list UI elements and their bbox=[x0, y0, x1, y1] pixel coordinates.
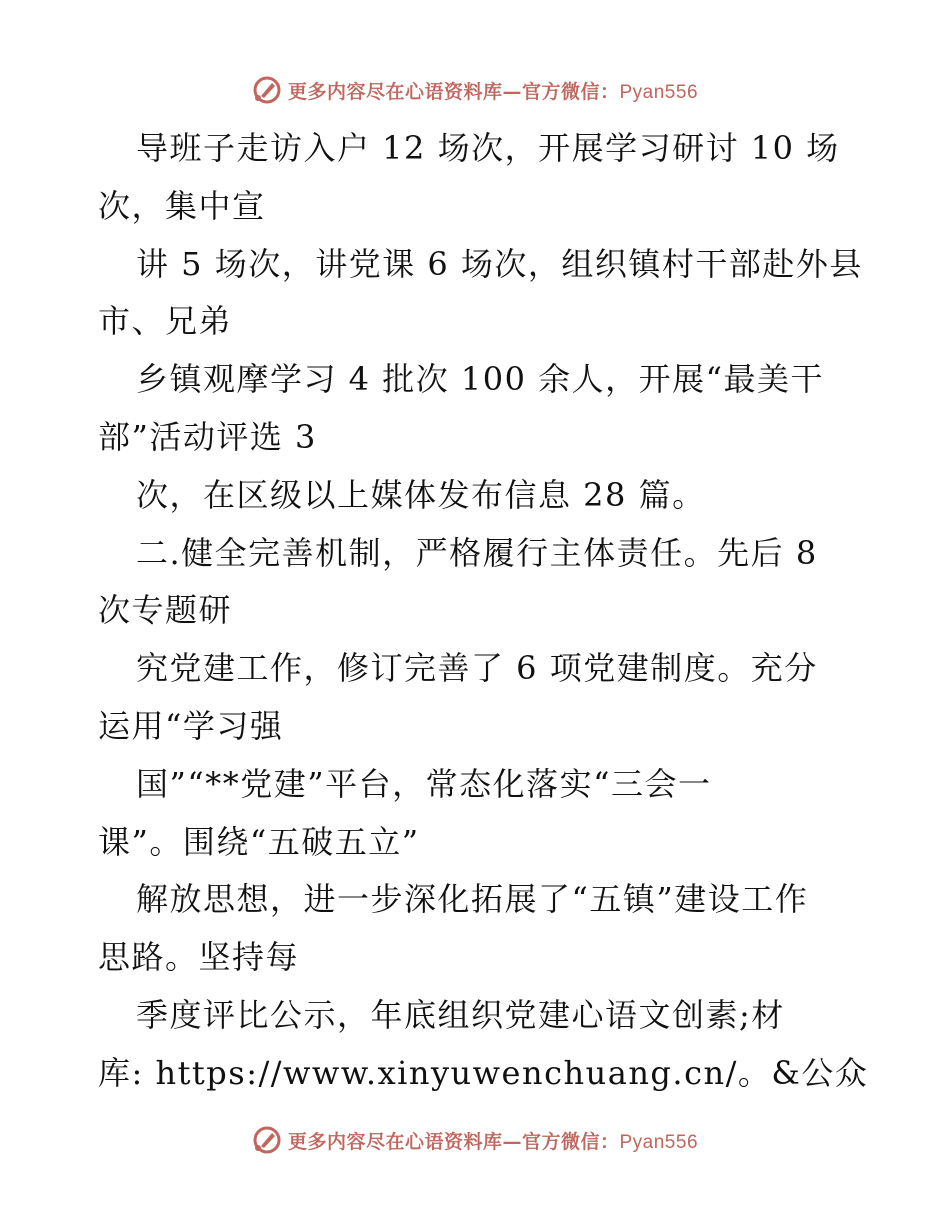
header-banner-text: 更多内容尽在心语资料库—官方微信：Pyan556 bbox=[287, 80, 699, 103]
text-line: 次，集中宣 bbox=[98, 186, 266, 225]
text-line: 次，在区级以上媒体发布信息 28 篇。 bbox=[136, 475, 706, 514]
pen-nib-circle-icon bbox=[252, 1125, 282, 1155]
text-line: 二.健全完善机制，严格履行主体责任。先后 8 bbox=[136, 533, 818, 572]
footer-banner-text: 更多内容尽在心语资料库—官方微信：Pyan556 bbox=[287, 1130, 699, 1153]
pen-nib-circle-icon bbox=[252, 75, 282, 105]
text-line: 讲 5 场次，讲党课 6 场次，组织镇村干部赴外县 bbox=[136, 244, 863, 283]
header-wechat-id: Pyan556 bbox=[619, 81, 699, 103]
text-line: 国”“**党建”平台，常态化落实“三会一 bbox=[136, 764, 712, 803]
text-line: 运用“学习强 bbox=[98, 706, 284, 745]
text-line: 解放思想，进一步深化拓展了“五镇”建设工作 bbox=[136, 880, 809, 919]
text-line: 部”活动评选 3 bbox=[98, 417, 317, 456]
text-line: 库: https://www.xinyuwenchuang.cn/。&公众 bbox=[98, 1053, 869, 1092]
header-banner bbox=[0, 70, 950, 110]
footer-wechat-id: Pyan556 bbox=[619, 1131, 699, 1153]
text-line: 乡镇观摩学习 4 批次 100 余人，开展“最美干 bbox=[136, 360, 824, 399]
text-line: 导班子走访入户 12 场次，开展学习研讨 10 场 bbox=[136, 129, 840, 167]
text-line: 次专题研 bbox=[98, 591, 233, 630]
footer-banner bbox=[0, 1120, 950, 1160]
text-line: 市、兄弟 bbox=[98, 302, 233, 341]
text-line: 究党建工作，修订完善了 6 项党建制度。充分 bbox=[136, 649, 818, 688]
document-body bbox=[98, 120, 869, 1103]
text-line: 课”。围绕“五破五立” bbox=[98, 822, 420, 861]
text-line: 季度评比公示，年底组织党建心语文创素;材 bbox=[136, 995, 785, 1034]
text-line: 思路。坚持每 bbox=[98, 938, 300, 977]
